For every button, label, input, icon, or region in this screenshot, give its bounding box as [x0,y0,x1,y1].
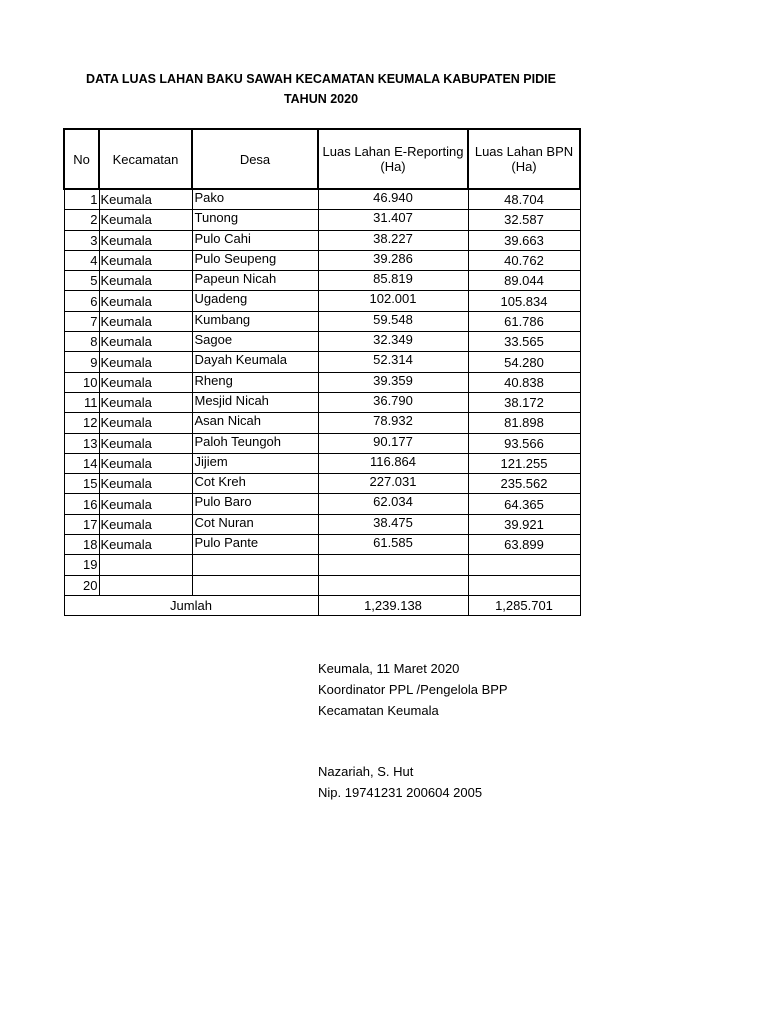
cell-e-reporting: 38.227 [318,230,468,250]
cell-kecamatan: Keumala [99,352,192,372]
cell-bpn: 64.365 [468,494,580,514]
total-e-reporting: 1,239.138 [318,595,468,615]
cell-no: 4 [64,250,99,270]
cell-no: 12 [64,413,99,433]
cell-kecamatan: Keumala [99,311,192,331]
cell-kecamatan: Keumala [99,453,192,473]
cell-bpn: 81.898 [468,413,580,433]
cell-bpn: 61.786 [468,311,580,331]
cell-bpn: 39.921 [468,514,580,534]
table-body [64,189,580,595]
cell-kecamatan: Keumala [99,535,192,555]
cell-e-reporting [318,555,468,575]
cell-e-reporting: 227.031 [318,474,468,494]
cell-e-reporting: 59.548 [318,311,468,331]
cell-desa: Cot Kreh [192,474,318,494]
table-row [64,271,580,291]
cell-no: 9 [64,352,99,372]
table-row [64,332,580,352]
cell-desa: Cot Nuran [192,514,318,534]
cell-no: 2 [64,210,99,230]
total-bpn: 1,285.701 [468,595,580,615]
cell-no: 7 [64,311,99,331]
cell-no: 19 [64,555,99,575]
cell-desa: Tunong [192,210,318,230]
table-row [64,372,580,392]
cell-kecamatan: Keumala [99,392,192,412]
cell-desa: Pako [192,189,318,210]
total-label: Jumlah [64,595,318,615]
cell-e-reporting: 61.585 [318,535,468,555]
cell-desa: Paloh Teungoh [192,433,318,453]
cell-bpn [468,575,580,595]
cell-desa: Ugadeng [192,291,318,311]
table-row [64,352,580,372]
land-area-table [63,128,581,616]
cell-no: 1 [64,189,99,210]
cell-bpn: 40.838 [468,372,580,392]
cell-desa: Mesjid Nicah [192,392,318,412]
cell-bpn: 33.565 [468,332,580,352]
cell-no: 10 [64,372,99,392]
cell-bpn: 40.762 [468,250,580,270]
cell-e-reporting: 78.932 [318,413,468,433]
cell-kecamatan: Keumala [99,433,192,453]
document-title: DATA LUAS LAHAN BAKU SAWAH KECAMATAN KEUMALA KABUPATEN PIDIE [86,72,556,86]
cell-e-reporting: 102.001 [318,291,468,311]
cell-desa [192,555,318,575]
cell-desa: Pulo Pante [192,535,318,555]
cell-no: 17 [64,514,99,534]
cell-kecamatan: Keumala [99,271,192,291]
table-row [64,210,580,230]
cell-e-reporting: 39.359 [318,372,468,392]
cell-kecamatan: Keumala [99,210,192,230]
signatory-block [318,761,482,803]
cell-e-reporting: 36.790 [318,392,468,412]
cell-bpn: 121.255 [468,453,580,473]
cell-bpn: 105.834 [468,291,580,311]
cell-no: 15 [64,474,99,494]
cell-no: 5 [64,271,99,291]
total-row [64,595,580,615]
cell-bpn: 89.044 [468,271,580,291]
cell-bpn: 32.587 [468,210,580,230]
header-no: No [64,129,99,189]
cell-desa: Pulo Baro [192,494,318,514]
header-e-reporting: Luas Lahan E-Reporting (Ha) [318,129,468,189]
cell-desa: Papeun Nicah [192,271,318,291]
header-desa: Desa [192,129,318,189]
cell-e-reporting: 46.940 [318,189,468,210]
cell-kecamatan: Keumala [99,474,192,494]
cell-kecamatan [99,555,192,575]
table-row [64,433,580,453]
table-row [64,250,580,270]
cell-kecamatan: Keumala [99,332,192,352]
cell-e-reporting: 52.314 [318,352,468,372]
table-row [64,413,580,433]
cell-desa: Jijiem [192,453,318,473]
cell-no: 13 [64,433,99,453]
cell-no: 8 [64,332,99,352]
header-bpn: Luas Lahan BPN (Ha) [468,129,580,189]
table-row [64,575,580,595]
table-row [64,535,580,555]
table-row [64,230,580,250]
cell-no: 18 [64,535,99,555]
cell-no: 14 [64,453,99,473]
cell-kecamatan: Keumala [99,494,192,514]
table-row [64,392,580,412]
cell-kecamatan: Keumala [99,514,192,534]
table-header-row [64,129,580,189]
cell-no: 20 [64,575,99,595]
cell-bpn [468,555,580,575]
cell-desa: Kumbang [192,311,318,331]
cell-bpn: 39.663 [468,230,580,250]
signature-place-date: Keumala, 11 Maret 2020 [318,661,460,676]
cell-e-reporting [318,575,468,595]
cell-desa: Rheng [192,372,318,392]
cell-e-reporting: 62.034 [318,494,468,514]
cell-kecamatan: Keumala [99,250,192,270]
cell-bpn: 235.562 [468,474,580,494]
cell-e-reporting: 38.475 [318,514,468,534]
table-row [64,189,580,210]
cell-desa: Dayah Keumala [192,352,318,372]
cell-e-reporting: 85.819 [318,271,468,291]
cell-bpn: 38.172 [468,392,580,412]
cell-e-reporting: 90.177 [318,433,468,453]
signature-position: Koordinator PPL /Pengelola BPP [318,682,508,697]
cell-kecamatan: Keumala [99,291,192,311]
signature-block [318,658,508,721]
cell-bpn: 48.704 [468,189,580,210]
table-row [64,514,580,534]
cell-no: 3 [64,230,99,250]
table-row [64,474,580,494]
cell-desa: Pulo Cahi [192,230,318,250]
cell-desa: Pulo Seupeng [192,250,318,270]
cell-desa: Asan Nicah [192,413,318,433]
cell-no: 16 [64,494,99,514]
cell-e-reporting: 32.349 [318,332,468,352]
cell-kecamatan: Keumala [99,372,192,392]
cell-no: 11 [64,392,99,412]
signatory-name: Nazariah, S. Hut [318,764,414,779]
table-row [64,311,580,331]
table-row [64,291,580,311]
signatory-nip: Nip. 19741231 200604 2005 [318,785,483,800]
cell-bpn: 93.566 [468,433,580,453]
table-row [64,555,580,575]
cell-desa [192,575,318,595]
cell-kecamatan: Keumala [99,189,192,210]
cell-kecamatan: Keumala [99,230,192,250]
cell-bpn: 63.899 [468,535,580,555]
cell-e-reporting: 31.407 [318,210,468,230]
signature-unit: Kecamatan Keumala [318,703,439,718]
cell-e-reporting: 39.286 [318,250,468,270]
table-row [64,494,580,514]
cell-kecamatan [99,575,192,595]
header-kecamatan: Kecamatan [99,129,192,189]
cell-kecamatan: Keumala [99,413,192,433]
cell-desa: Sagoe [192,332,318,352]
cell-e-reporting: 116.864 [318,453,468,473]
table-row [64,453,580,473]
cell-bpn: 54.280 [468,352,580,372]
document-year: TAHUN 2020 [283,92,359,106]
cell-no: 6 [64,291,99,311]
